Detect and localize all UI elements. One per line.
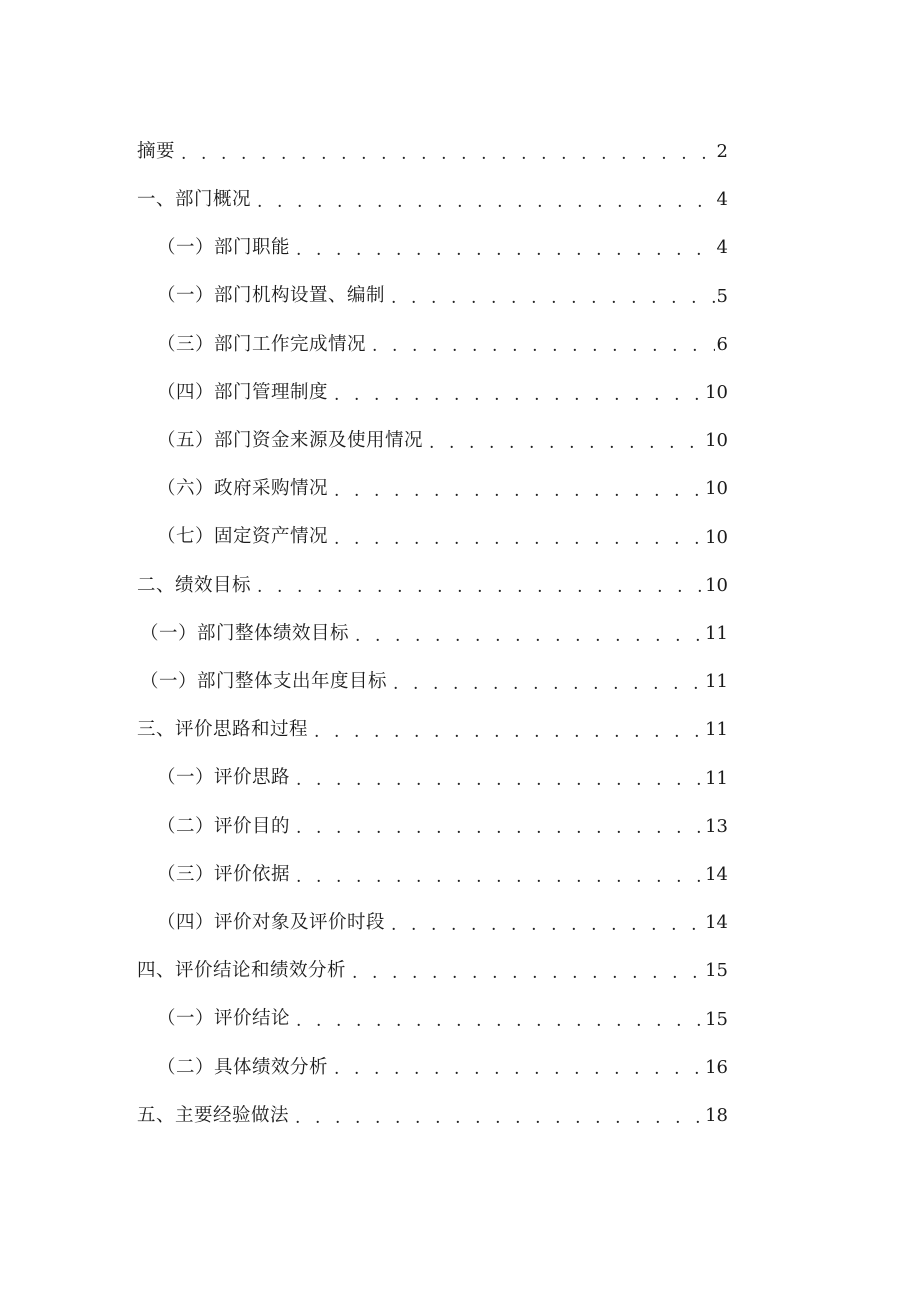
toc-entry-title: （三）部门工作完成情况	[157, 333, 367, 355]
toc-entry-title: （二）评价目的	[157, 815, 291, 837]
toc-entry-page: 14	[705, 912, 728, 934]
toc-entry-title: （一）部门整体支出年度目标	[140, 670, 388, 692]
toc-entry[interactable]	[157, 465, 728, 513]
toc-entry-title: （四）评价对象及评价时段	[157, 911, 386, 933]
toc-entry[interactable]	[157, 321, 728, 369]
toc-leader-dots	[296, 242, 715, 259]
toc-entry-page: 10	[705, 382, 728, 403]
toc-leader-dots	[391, 290, 715, 307]
toc-entry[interactable]	[157, 514, 728, 562]
toc-entry-title: （一）部门职能	[157, 237, 291, 259]
toc-entry-title: （五）部门资金来源及使用情况	[157, 429, 424, 451]
toc-entry-title: 二、绩效目标	[137, 574, 252, 596]
toc-entry-page: 4	[716, 237, 728, 259]
toc-entry-title: （三）评价依据	[157, 863, 291, 885]
toc-entry-title: （一）评价思路	[157, 767, 291, 789]
toc-entry-page: 10	[705, 526, 728, 548]
toc-entry[interactable]	[157, 851, 728, 899]
toc-leader-dots	[429, 435, 703, 452]
toc-leader-dots	[296, 772, 703, 789]
toc-entry[interactable]	[140, 658, 728, 706]
toc-entry-title: 四、评价结论和绩效分析	[137, 960, 347, 982]
toc-entry-title: 三、评价思路和过程	[137, 719, 309, 741]
toc-entry[interactable]	[157, 224, 728, 272]
toc-entry[interactable]	[137, 176, 728, 224]
toc-entry-page: 13	[705, 815, 728, 837]
toc-entry-title: （二）具体绩效分析	[157, 1056, 329, 1078]
toc-entry-page: 10	[705, 478, 728, 500]
toc-entry-title: （一）部门整体绩效目标	[140, 622, 350, 644]
toc-leader-dots	[257, 579, 703, 596]
toc-entry-page: 15	[705, 1008, 728, 1030]
toc-entry-title: 一、部门概况	[137, 188, 252, 210]
toc-entry-page: 10	[705, 430, 728, 452]
toc-entry[interactable]	[157, 273, 728, 321]
toc-entry[interactable]	[140, 610, 728, 658]
toc-leader-dots	[334, 483, 703, 500]
toc-entry-title: （七）固定资产情况	[157, 526, 329, 548]
toc-entry[interactable]	[157, 1044, 728, 1092]
toc-entry-title: （一）评价结论	[157, 1008, 291, 1030]
toc-entry-page: 14	[705, 864, 728, 885]
toc-entry-title: 摘要	[137, 140, 176, 162]
toc-entry[interactable]	[157, 369, 728, 417]
toc-entry-page: 16	[705, 1056, 728, 1078]
toc-leader-dots	[334, 387, 703, 404]
toc-leader-dots	[334, 1061, 703, 1078]
toc-leader-dots	[314, 724, 703, 741]
toc-entry-title: （四）部门管理制度	[157, 381, 329, 403]
toc-leader-dots	[352, 965, 703, 982]
toc-entry-page: 4	[716, 189, 728, 211]
toc-entry-page: 11	[705, 767, 728, 789]
toc-entry[interactable]	[157, 755, 728, 803]
toc-entry[interactable]	[137, 947, 728, 995]
toc-entry[interactable]	[137, 128, 728, 176]
toc-leader-dots	[295, 1110, 703, 1127]
toc-entry-page: 10	[705, 574, 728, 596]
toc-entry[interactable]	[137, 562, 728, 610]
toc-entry[interactable]	[157, 417, 728, 465]
toc-entry-page: 11	[705, 719, 728, 741]
toc-entry-page: 2	[716, 141, 728, 162]
toc-entry-title: （六）政府采购情况	[157, 478, 329, 500]
toc-entry-page: 5	[716, 285, 728, 307]
toc-entry-page: 6	[716, 333, 728, 355]
toc-leader-dots	[296, 869, 703, 886]
toc-entry[interactable]	[157, 803, 728, 851]
toc-entry-page: 11	[705, 623, 728, 644]
toc-leader-dots	[296, 820, 703, 837]
toc-leader-dots	[181, 146, 715, 163]
toc-leader-dots	[355, 628, 703, 645]
toc-entry-page: 15	[705, 960, 728, 982]
toc-leader-dots	[372, 338, 715, 355]
toc-entry[interactable]	[157, 996, 728, 1044]
toc-leader-dots	[334, 531, 703, 548]
toc-entry[interactable]	[157, 899, 728, 947]
toc-leader-dots	[257, 194, 715, 211]
toc-leader-dots	[391, 917, 703, 934]
toc-entry-title: （一）部门机构设置、编制	[157, 285, 386, 307]
toc-entry-page: 11	[705, 671, 728, 693]
toc-entry-page: 18	[705, 1105, 728, 1126]
toc-entry[interactable]	[137, 1092, 728, 1140]
toc-leader-dots	[393, 676, 703, 693]
toc-entry-title: 五、主要经验做法	[137, 1104, 290, 1126]
toc-entry[interactable]	[137, 706, 728, 754]
toc-leader-dots	[296, 1013, 703, 1030]
